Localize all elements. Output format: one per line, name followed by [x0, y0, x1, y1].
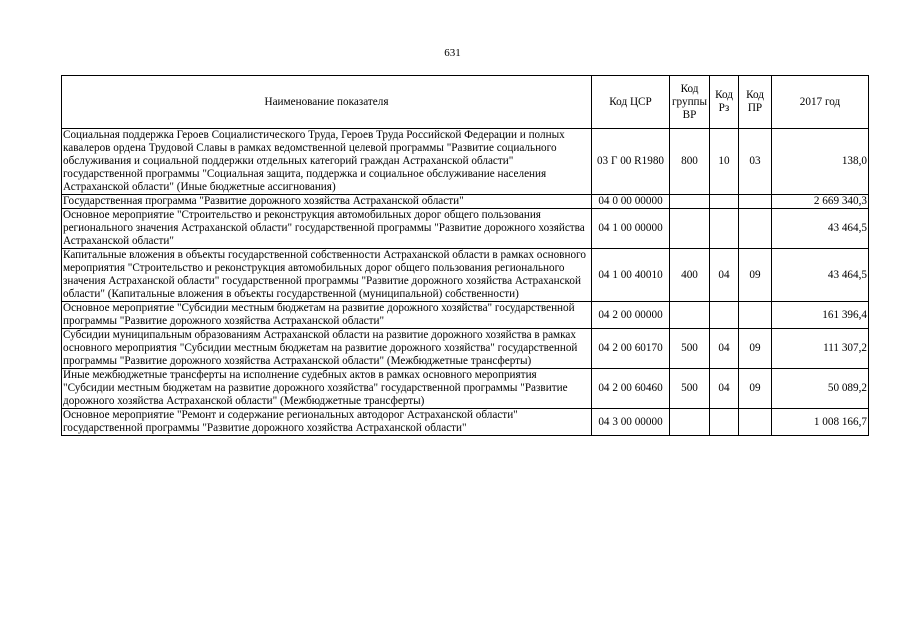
cell-pr — [739, 409, 772, 436]
cell-pr: 03 — [739, 129, 772, 195]
cell-rz — [710, 195, 739, 209]
header-rz: Код Рз — [710, 76, 739, 129]
cell-csr: 04 3 00 00000 — [592, 409, 670, 436]
cell-amount: 138,0 — [772, 129, 869, 195]
cell-rz: 04 — [710, 369, 739, 409]
cell-csr: 04 1 00 40010 — [592, 249, 670, 302]
cell-csr: 04 0 00 00000 — [592, 195, 670, 209]
cell-rz — [710, 209, 739, 249]
cell-rz: 04 — [710, 249, 739, 302]
cell-rz — [710, 409, 739, 436]
header-vr: Код группы ВР — [670, 76, 710, 129]
cell-pr: 09 — [739, 329, 772, 369]
cell-pr: 09 — [739, 249, 772, 302]
page-number: 631 — [444, 47, 461, 59]
table-row — [62, 209, 869, 249]
cell-vr — [670, 409, 710, 436]
cell-rz: 10 — [710, 129, 739, 195]
cell-csr: 04 2 00 60170 — [592, 329, 670, 369]
table-row — [62, 409, 869, 436]
budget-table — [61, 75, 869, 436]
header-name: Наименование показателя — [62, 76, 592, 129]
cell-name: Государственная программа "Развитие дорожного хозяйства Астраханской области" — [62, 195, 592, 209]
cell-vr — [670, 209, 710, 249]
cell-name: Социальная поддержка Героев Социалистического Труда, Героев Труда Российской Федерации и полных кавалеров ордена Трудовой Славы в рамках ведомственной целевой программы "Развитие социального обслуживания и социальной поддержки отдельных категорий граждан Астраханской области" государственной программы "Социальная защита, поддержка и социальное обслуживание населения Астраханской области" (Иные бюджетные ассигнования) — [62, 129, 592, 195]
table-row — [62, 195, 869, 209]
table-row — [62, 369, 869, 409]
cell-csr: 04 2 00 60460 — [592, 369, 670, 409]
cell-amount: 50 089,2 — [772, 369, 869, 409]
cell-amount: 43 464,5 — [772, 249, 869, 302]
header-csr: Код ЦСР — [592, 76, 670, 129]
cell-vr: 800 — [670, 129, 710, 195]
cell-pr — [739, 195, 772, 209]
cell-csr: 04 2 00 00000 — [592, 302, 670, 329]
table-row — [62, 249, 869, 302]
cell-pr — [739, 302, 772, 329]
table-row — [62, 329, 869, 369]
table-header-row — [62, 76, 869, 129]
cell-amount: 1 008 166,7 — [772, 409, 869, 436]
table-row — [62, 129, 869, 195]
cell-vr — [670, 195, 710, 209]
cell-vr — [670, 302, 710, 329]
cell-pr: 09 — [739, 369, 772, 409]
cell-name: Субсидии муниципальным образованиям Астраханской области на развитие дорожного хозяйства в рамках основного мероприятия "Субсидии местным бюджетам на развитие дорожного хозяйства" государственной программы "Развитие дорожного хозяйства Астраханской области" (Межбюджетные трансферты) — [62, 329, 592, 369]
cell-vr: 500 — [670, 369, 710, 409]
cell-pr — [739, 209, 772, 249]
cell-vr: 500 — [670, 329, 710, 369]
cell-amount: 161 396,4 — [772, 302, 869, 329]
cell-name: Основное мероприятие "Строительство и реконструкция автомобильных дорог общего пользования регионального значения Астраханской области" государственной программы "Развитие дорожного хозяйства Астраханской области" — [62, 209, 592, 249]
cell-csr: 04 1 00 00000 — [592, 209, 670, 249]
cell-rz — [710, 302, 739, 329]
cell-amount: 43 464,5 — [772, 209, 869, 249]
cell-amount: 2 669 340,3 — [772, 195, 869, 209]
cell-name: Иные межбюджетные трансферты на исполнение судебных актов в рамках основного мероприятия "Субсидии местным бюджетам на развитие дорожного хозяйства" государственной программы "Развитие дорожного хозяйства Астраханской области" (Межбюджетные трансферты) — [62, 369, 592, 409]
cell-rz: 04 — [710, 329, 739, 369]
cell-name: Основное мероприятие "Субсидии местным бюджетам на развитие дорожного хозяйства" государственной программы "Развитие дорожного хозяйства Астраханской области" — [62, 302, 592, 329]
cell-vr: 400 — [670, 249, 710, 302]
cell-csr: 03 Г 00 R1980 — [592, 129, 670, 195]
cell-name: Капитальные вложения в объекты государственной собственности Астраханской области в рамках основного мероприятия "Строительство и реконструкция автомобильных дорог общего пользования регионального значения Астраханской области" государственной программы "Развитие дорожного хозяйства Астраханской области" (Капитальные вложения в объекты государственной (муниципальной) собственности) — [62, 249, 592, 302]
cell-amount: 111 307,2 — [772, 329, 869, 369]
header-year: 2017 год — [772, 76, 869, 129]
table-row — [62, 302, 869, 329]
cell-name: Основное мероприятие "Ремонт и содержание региональных автодорог Астраханской области" государственной программы "Развитие дорожного хозяйства Астраханской области" — [62, 409, 592, 436]
header-pr: Код ПР — [739, 76, 772, 129]
